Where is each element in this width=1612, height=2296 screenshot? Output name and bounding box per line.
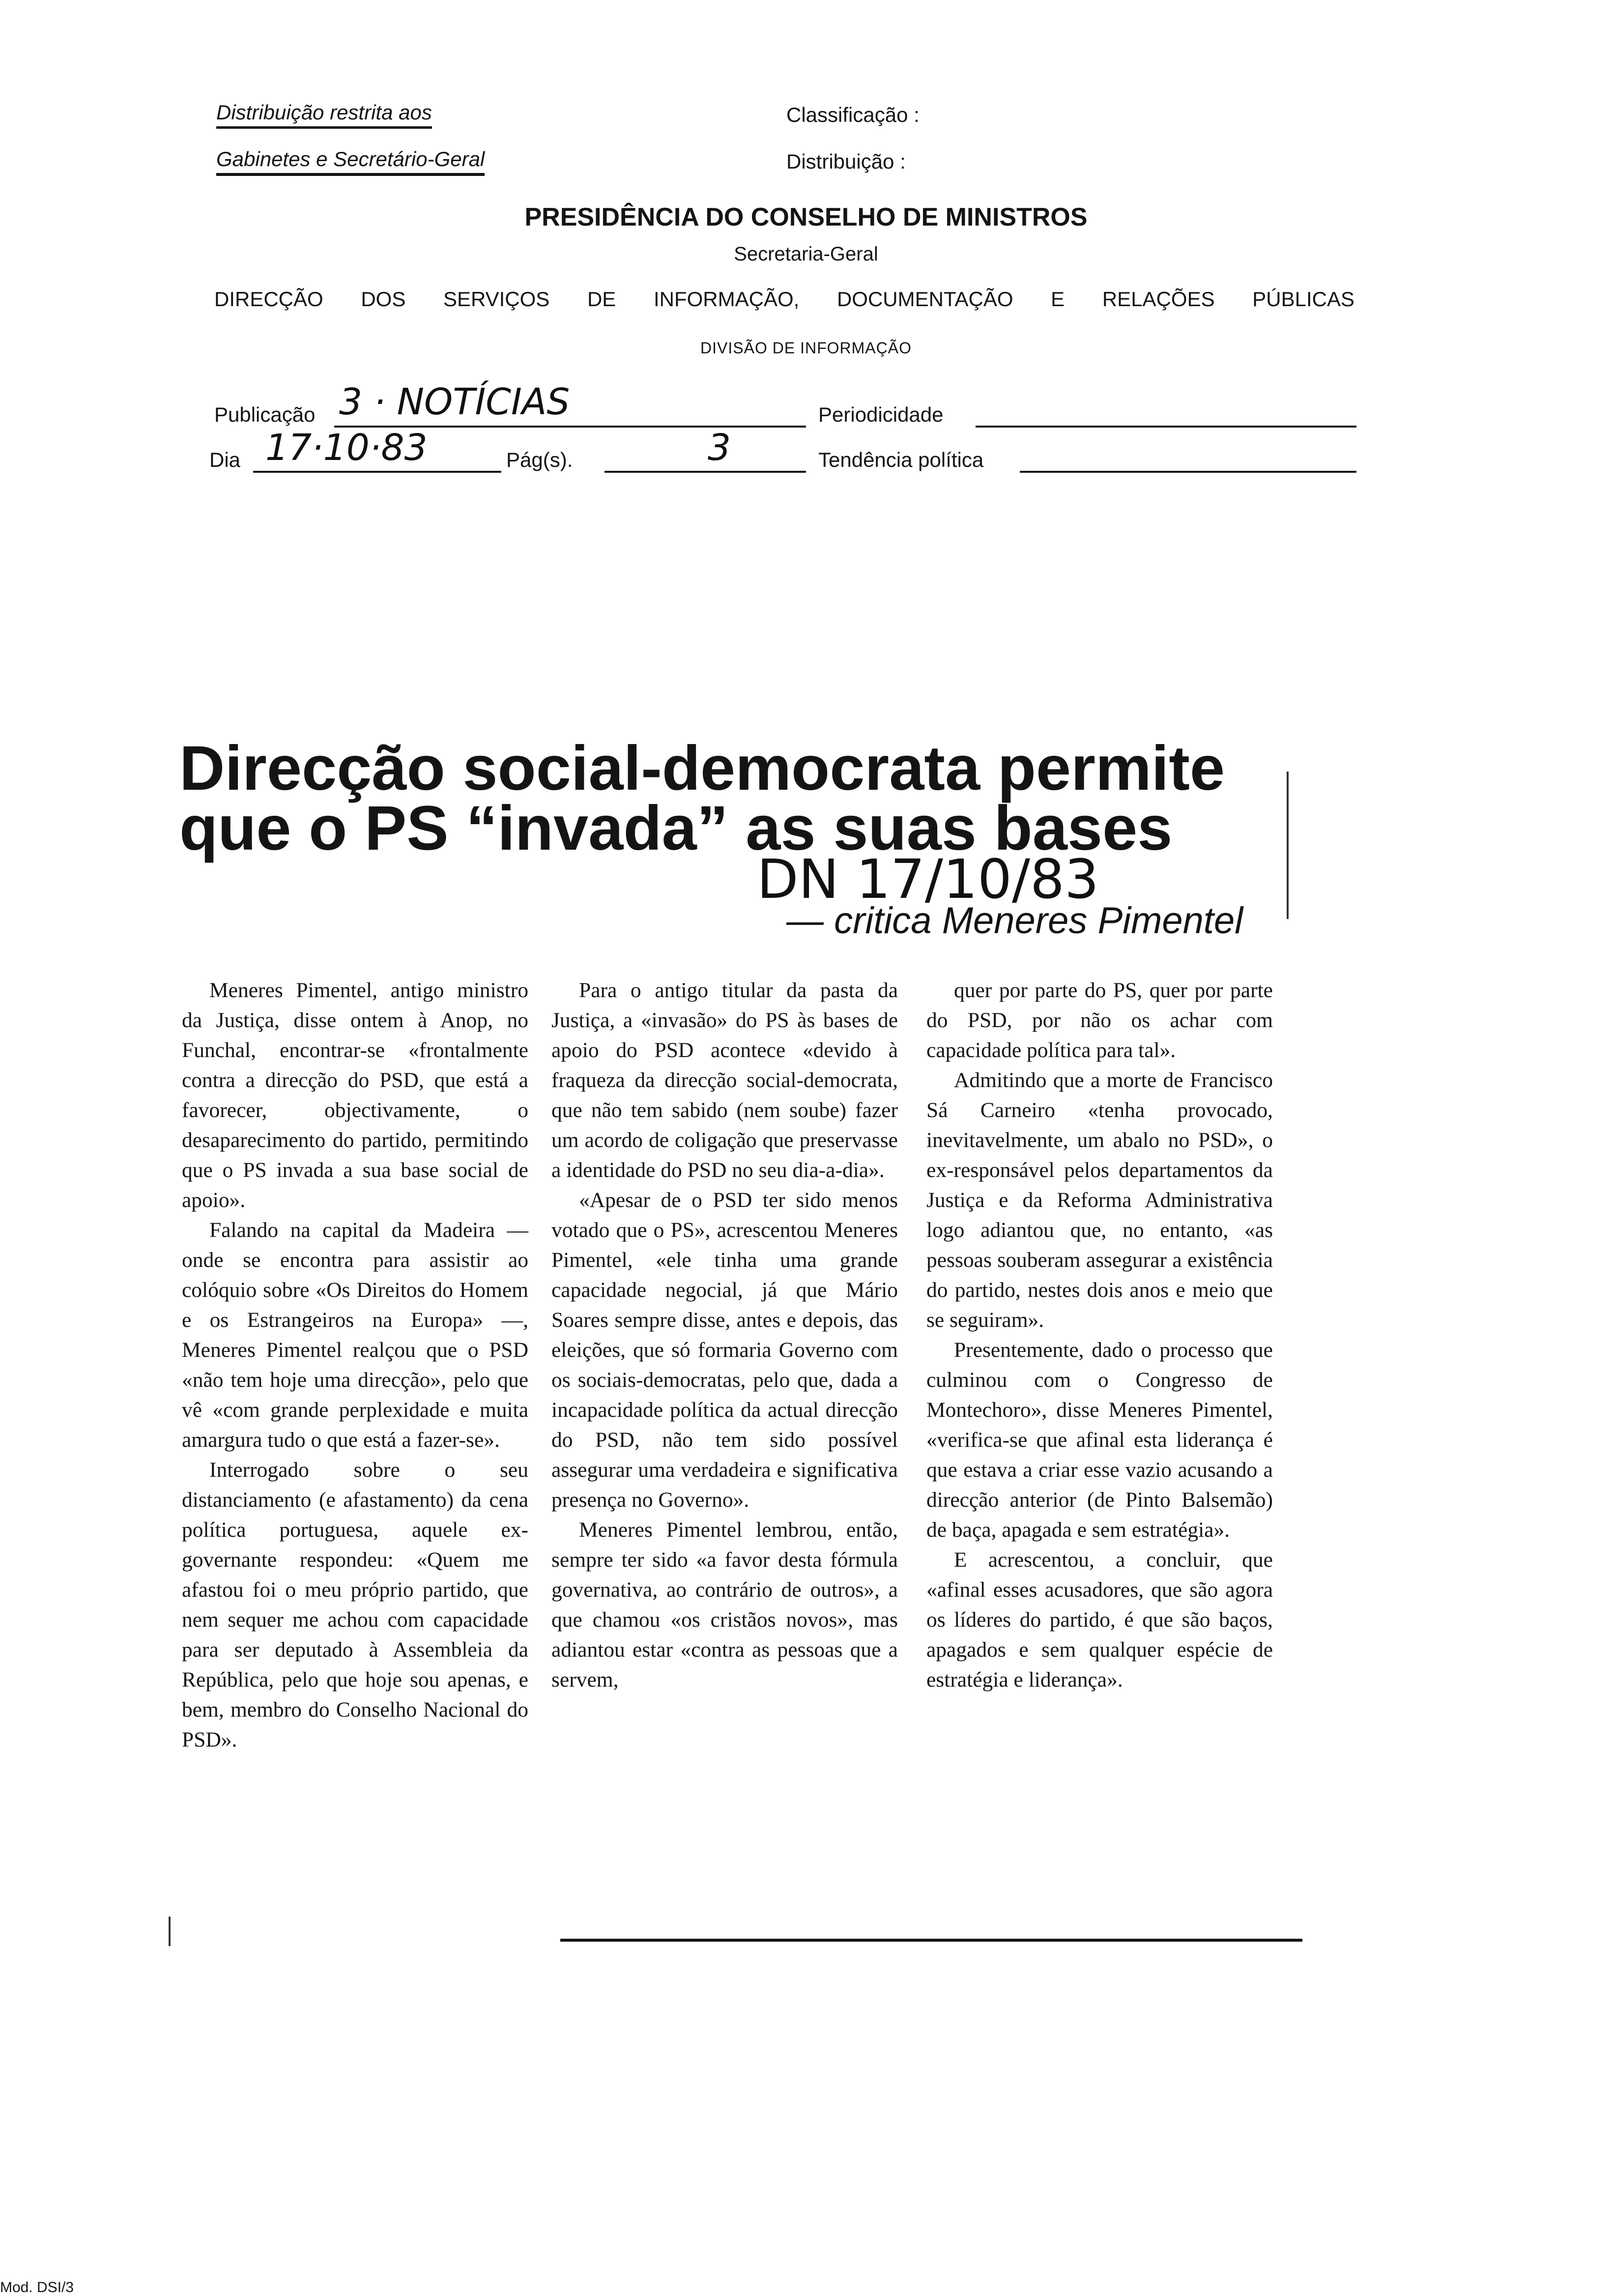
headline-line-1: Direcção social-democrata permite [179,733,1225,804]
form-code: Mod. DSI/3 [0,2279,74,2296]
page-subtitle: Secretaria-Geral [734,243,878,265]
pages-blank [604,471,806,473]
paragraph: Falando na capital da Madeira — onde se encontra para assistir ao colóquio sobre «Os Direitos do Homem e os Estrangeiros na Europa» —, Meneres Pimentel realçou que o PSD «não tem hoje uma direcção», pelo que vê «com grande perplexidade e muita amargura tudo o que está a fazer-se». [182,1218,528,1452]
paragraph: Interrogado sobre o seu distanciamento (e afastamento) da cena política portuguesa, aquele ex-governante respondeu: «Quem me afastou foi o meu próprio partido, que nem sequer me achou com capacidade para ser deputado à Assembleia da República, pelo que hoje sou apenas, e bem, membro do Conselho Nacional do PSD». [182,1458,528,1751]
tendency-blank [1020,471,1356,473]
page-title: PRESIDÊNCIA DO CONSELHO DE MINISTROS [524,203,1088,231]
periodicity-blank [976,426,1356,428]
distribution-label: Distribuição : [786,150,906,173]
paragraph: Meneres Pimentel, antigo ministro da Justiça, disse ontem à Anop, no Funchal, encontrar-se «frontalmente contra a direcção do PSD, que está a favorecer, objectivamente, o desaparecimento do partido, permitindo que o PS invada a sua base social de apoio». [182,978,528,1212]
paragraph: E acrescentou, a concluir, que «afinal esses acusadores, que são agora os líderes do partido, é que são baços, apagados e sem qualquer espécie de estratégia e liderança». [926,1548,1273,1692]
day-blank [253,471,501,473]
publication-label: Publicação [214,403,316,426]
article-bottom-rule [560,1939,1302,1942]
article-column-2 [551,976,898,1695]
paragraph: Admitindo que a morte de Francisco Sá Carneiro «tenha provocado, inevitavelmente, um abalo no PSD», o ex-responsável pelos departamentos da Justiça e da Reforma Administrativa logo adiantou que, no entanto, «as pessoas souberam assegurar a existência do partido, nestes dois anos e meio que se seguiram». [926,1068,1273,1332]
pages-handwritten: 3 [708,427,731,469]
paragraph: «Apesar de o PSD ter sido menos votado que o PS», acrescentou Meneres Pimentel, «ele tinha uma grande capacidade negocial, já que Mário Soares sempre disse, antes e depois, das eleições, que só formaria Governo com os sociais-democratas, pelo que, dada a incapacidade política da actual direcção do PSD, não tem sido possível assegurar uma verdadeira e significativa presença no Governo». [551,1188,898,1512]
article-column-1 [182,976,528,1755]
day-label: Dia [209,448,241,471]
pages-label: Pág(s). [506,448,573,471]
paragraph: Meneres Pimentel lembrou, então, sempre ter sido «a favor desta fórmula governativa, ao contrário de outros», a que chamou «os cristãos novos», mas adiantou estar «contra as pessoas que a servem, [551,1518,898,1692]
handwritten-date: DN 17/10/83 [757,848,1099,911]
publication-handwritten: 3 · NOTÍCIAS [339,381,570,423]
paragraph: Para o antigo titular da pasta da Justiça, a «invasão» do PS às bases de apoio do PSD acontece «devido à fraqueza da direcção social-democrata, que não tem sabido (nem soube) fazer um acordo de coligação que preservasse a identidade do PSD no seu dia-a-dia». [551,978,898,1182]
restriction-line-1: Distribuição restrita aos [216,101,432,129]
article-column-3 [926,976,1273,1695]
clip-edge-mark [169,1917,171,1946]
periodicity-label: Periodicidade [818,403,944,426]
paragraph: quer por parte do PS, quer por parte do PSD, por não os achar com capacidade política para tal». [926,978,1273,1062]
restriction-line-2: Gabinetes e Secretário-Geral [216,147,485,176]
classification-label: Classificação : [786,103,920,126]
vertical-rule [1287,772,1289,919]
headline-line-2: que o PS “invada” as suas bases [179,793,1173,863]
paragraph: Presentemente, dado o processo que culminou com o Congresso de Montechoro», disse Meneres Pimentel, «verifica-se que afinal esta liderança é que estava a criar esse vazio acusando a direcção anterior (de Pinto Balsemão) de baça, apagada e sem estratégia». [926,1338,1273,1542]
division-line: DIVISÃO DE INFORMAÇÃO [700,339,912,357]
directorate-line: DIRECÇÃO DOS SERVIÇOS DE INFORMAÇÃO, DOCUMENTAÇÃO E RELAÇÕES PÚBLICAS [214,287,1354,311]
byline: — critica Meneres Pimentel [786,900,1243,942]
tendency-label: Tendência política [818,448,984,471]
day-handwritten: 17·10·83 [265,427,428,469]
